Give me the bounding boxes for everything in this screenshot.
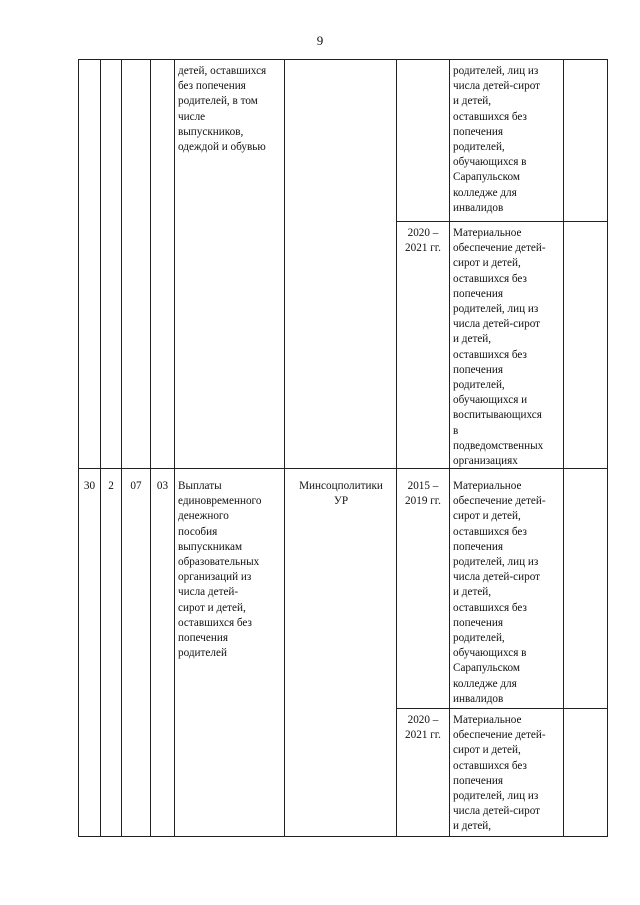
period-text-cell: Материальное обеспечение детей- сирот и детей, оставшихся без попечения родителей, лиц из числа детей-сирот и детей, [453, 714, 546, 833]
code-cell-2: 2 [108, 480, 114, 492]
period-years-cell: 2020 – 2021 гг. [405, 714, 441, 742]
measure-name-cell: Выплаты единовременного денежного пособия выпускникам образовательных организаций из числа детей- сирот и детей, оставшихся без попечения родителей [178, 480, 262, 660]
period-years-cell: 2020 – 2021 гг. [405, 227, 441, 255]
period-text-cell: родителей, лиц из числа детей-сирот и детей, оставшихся без попечения родителей, обучающихся в Сарапульском колледже для инвалидов [453, 65, 541, 214]
period-years-cell: 2015 – 2019 гг. [405, 480, 441, 508]
page-number: 9 [316, 33, 324, 48]
code-cell-1: 30 [83, 480, 96, 492]
period-text-cell: Материальное обеспечение детей- сирот и детей, оставшихся без попечения родителей, лиц из числа детей-сирот и детей, оставшихся без попечения родителей, обучающихся и воспитывающихся в подведомственных организациях [453, 227, 546, 468]
executor-cell: Минсоцполитики УР [299, 480, 383, 508]
measure-name-cell: детей, оставшихся без попечения родителей, в том числе выпускников, одеждой и обувью [178, 65, 267, 154]
code-cell-4: 03 [156, 480, 169, 492]
code-cell-3: 07 [130, 480, 142, 492]
period-text-cell: Материальное обеспечение детей- сирот и детей, оставшихся без попечения родителей, лиц из числа детей-сирот и детей, оставшихся без попечения родителей, обучающихся в Сарапульском колледже для инвалидов [453, 480, 546, 705]
